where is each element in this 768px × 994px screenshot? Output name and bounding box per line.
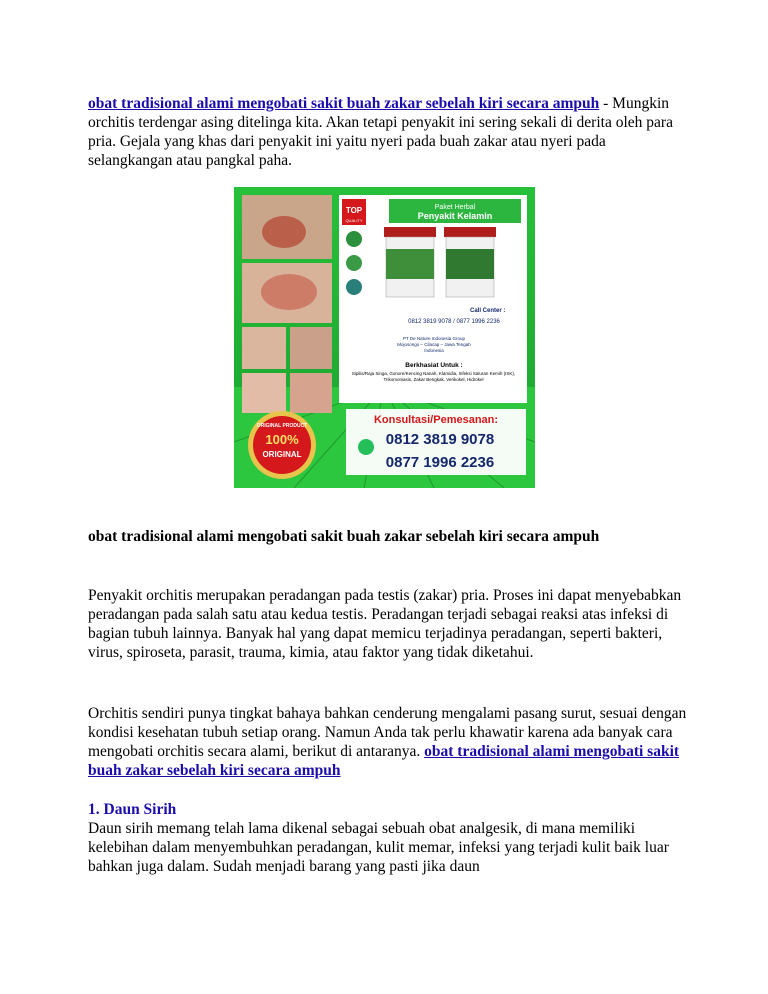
herbal-jar-right [444,227,496,297]
top-badge-sub: QUALITY [345,218,363,223]
pack-title-2: Penyakit Kelamin [417,211,493,221]
call-center-label: Call Center : [470,308,506,314]
body-paragraph-3 [88,704,688,780]
section-subheading: obat tradisional alami mengobati sakit buah zakar sebelah kiri secara ampuh [88,528,600,545]
intro-text: - Mungkin orchitis terdengar asing ditelinga kita. Akan tetapi penyakit ini sering sekali di derita oleh para pria. Gejala yang khas dari penyakit ini yaitu nyeri pada buah zakar atau nyeri pada selangkangan atau pangkal paha. [88,95,673,169]
symptom-photos [242,195,332,413]
call-center-numbers: 0812 3819 9078 / 0877 1996 2236 [408,319,500,325]
intro-paragraph [88,94,688,170]
seal-top-text: ORIGINAL PRODUCT [256,423,308,429]
pack-title-1: Paket Herbal [434,204,476,211]
section-1-text: Daun sirih memang telah lama dikenal sebagai sebuah obat analgesik, di mana memiliki kelebihan dalam menyembuhkan peradangan, kulit memar, infeksi yang terjadi kulit baik luar bahkan juga dalam. Sudah menjadi barang yang pasti jika daun [88,820,669,875]
company-name: PT De Nature Indonesia Group [403,336,465,341]
consultation-box [346,409,526,475]
benefit-title: Berkhasiat Untuk : [405,362,463,369]
section-daun-sirih [88,800,688,876]
whatsapp-icon [358,439,374,455]
product-panel [339,195,527,403]
paragraph3-link[interactable]: obat tradisional alami mengobati sakit buah zakar sebelah kiri secara ampuh [88,743,680,779]
herbal-jar-left [384,227,436,297]
original-seal-icon [248,411,316,479]
section-1-title: 1. Daun Sirih [88,801,177,818]
seal-percent: 100% [265,432,299,447]
consult-label: Konsultasi/Pemesanan: [373,414,499,426]
benefit-text: Sipilis/Raja Singa, Gonore/Kencing Nanah, Klamidia, Infeksi Saluran Kemih (ISK), Trikomoniasis, Zakar Bengkak, Verikokel, Hidrokel [351,371,516,382]
phone-2: 0877 1996 2236 [385,454,495,471]
company-address: Mojosongo – Cilacap – Jawa Tengah [397,342,471,347]
product-banner-image [234,187,535,488]
body-paragraph-2: Penyakit orchitis merupakan peradangan pada testis (zakar) pria. Proses ini dapat menyebabkan peradangan pada salah satu atau kedua testis. Peradangan terjadi sebagai reaksi atas infeksi di bagian tubuh lainnya. Banyak hal yang dapat memicu terjadinya peradangan, seperti bakteri, virus, spiroseta, parasit, trauma, kimia, atau faktor yang tidak diketahui. [88,587,682,661]
top-badge: TOP [345,206,363,215]
paragraph3-text: Orchitis sendiri punya tingkat bahaya bahkan cenderung mengalami pasang surut, sesuai dengan kondisi kesehatan tubuh setiap orang. Namun Anda tak perlu khawatir karena ada banyak cara mengobati orchitis secara alami, berikut di antaranya. [88,705,687,760]
intro-link[interactable]: obat tradisional alami mengobati sakit buah zakar sebelah kiri secara ampuh [88,95,600,112]
company-country: Indonesia [424,348,444,353]
phone-1: 0812 3819 9078 [385,431,495,448]
seal-word: ORIGINAL [262,450,302,459]
